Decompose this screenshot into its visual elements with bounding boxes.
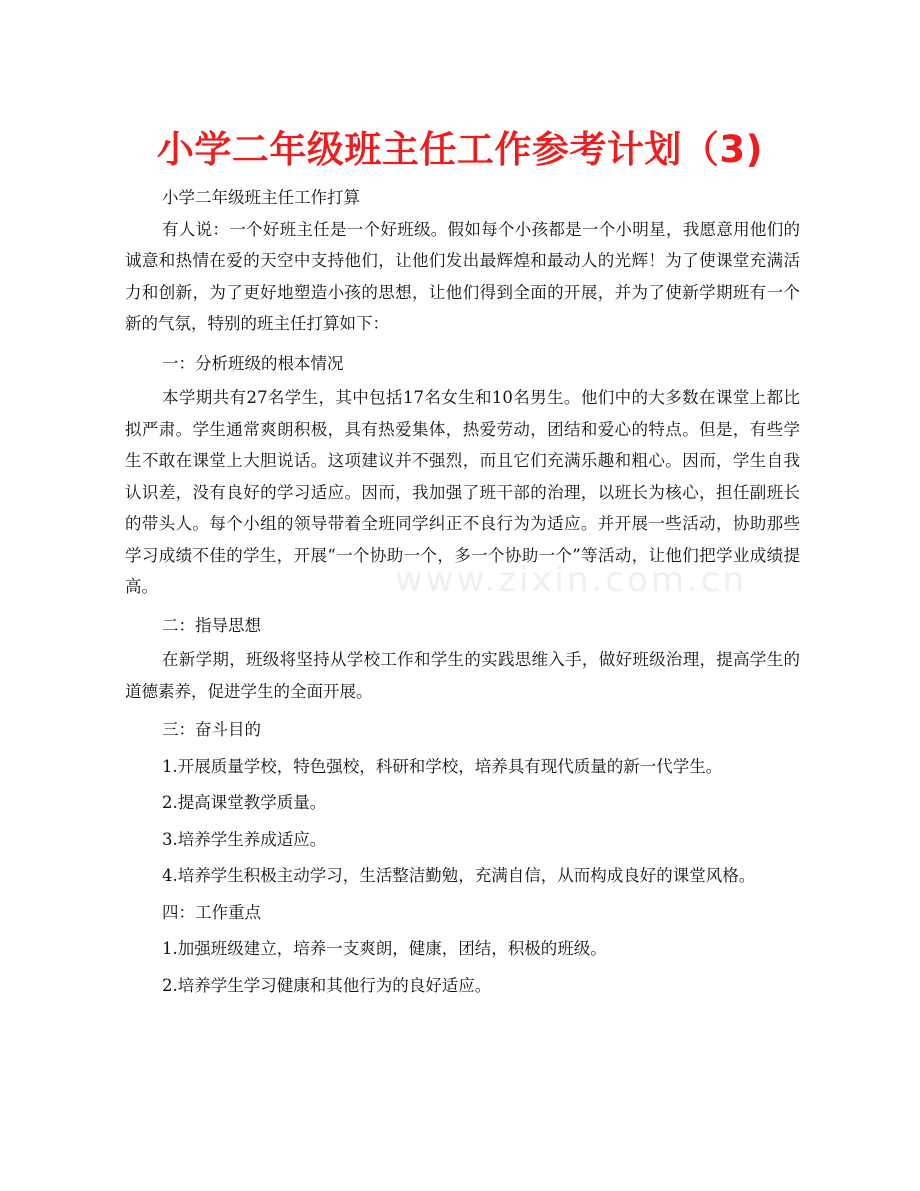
goal-item-4: 4.培养学生积极主动学习，生活整洁勤勉，充满自信，从而构成良好的课堂风格。 bbox=[162, 866, 756, 885]
focus-item-1: 1.加强班级建立，培养一支爽朗，健康，团结，积极的班级。 bbox=[162, 939, 607, 958]
goal-item-2: 2.提高课堂教学质量。 bbox=[162, 793, 327, 812]
document-title: 小学二年级班主任工作参考计划（3) bbox=[156, 128, 764, 171]
focus-item-2: 2.培养学生学习健康和其他行为的良好适应。 bbox=[162, 975, 492, 995]
section-heading-1: 一：分析班级的根本情况 bbox=[162, 353, 344, 373]
watermark: www.zixin.com.cn bbox=[395, 560, 747, 600]
intro-paragraph: 有人说：一个好班主任是一个好班级。假如每个小孩都是一个小明星，我愿意用他们的诚意和热情在爱的天空中支持他们，让他们发出最辉煌和最动人的光辉！为了使课堂充满活力和创新，为了更好地塑造小孩的思想，让他们得到全面的开展，并为了使新学期班有一个新的气氛，特别的班主任打算如下： bbox=[125, 219, 800, 333]
section-heading-4: 四：工作重点 bbox=[162, 902, 261, 922]
goal-item-1: 1.开展质量学校，特色强校，科研和学校，培养具有现代质量的新一代学生。 bbox=[162, 756, 723, 776]
subtitle-paragraph: 小学二年级班主任工作打算 bbox=[162, 188, 360, 207]
section-heading-3: 三：奋斗目的 bbox=[162, 720, 261, 739]
document-body bbox=[125, 182, 800, 1006]
class-situation-paragraph: 本学期共有27名学生，其中包括17名女生和10名男生。他们中的大多数在课堂上都比拟严肃。学生通常爽朗积极，具有热爱集体，热爱劳动，团结和爱心的特点。但是，有些学生不敢在课堂上大胆说话。这项建议并不强烈，而且它们充满乐趣和粗心。因而，学生自我认识差，没有良好的学习适应。因而，我加强了班干部的治理，以班长为核心，担任副班长的带头人。每个小组的领导带着全班同学纠正不良行为为适应。并开展一些活动，协助那些学习成绩不佳的学生，开展“一个协助一个，多一个协助一个”等活动，让他们把学业成绩提高。 bbox=[125, 388, 800, 596]
guiding-thought-paragraph: 在新学期，班级将坚持从学校工作和学生的实践思维入手，做好班级治理，提高学生的道德素养，促进学生的全面开展。 bbox=[125, 650, 800, 701]
goal-item-3: 3.培养学生养成适应。 bbox=[162, 829, 327, 849]
section-heading-2: 二：指导思想 bbox=[162, 615, 261, 635]
